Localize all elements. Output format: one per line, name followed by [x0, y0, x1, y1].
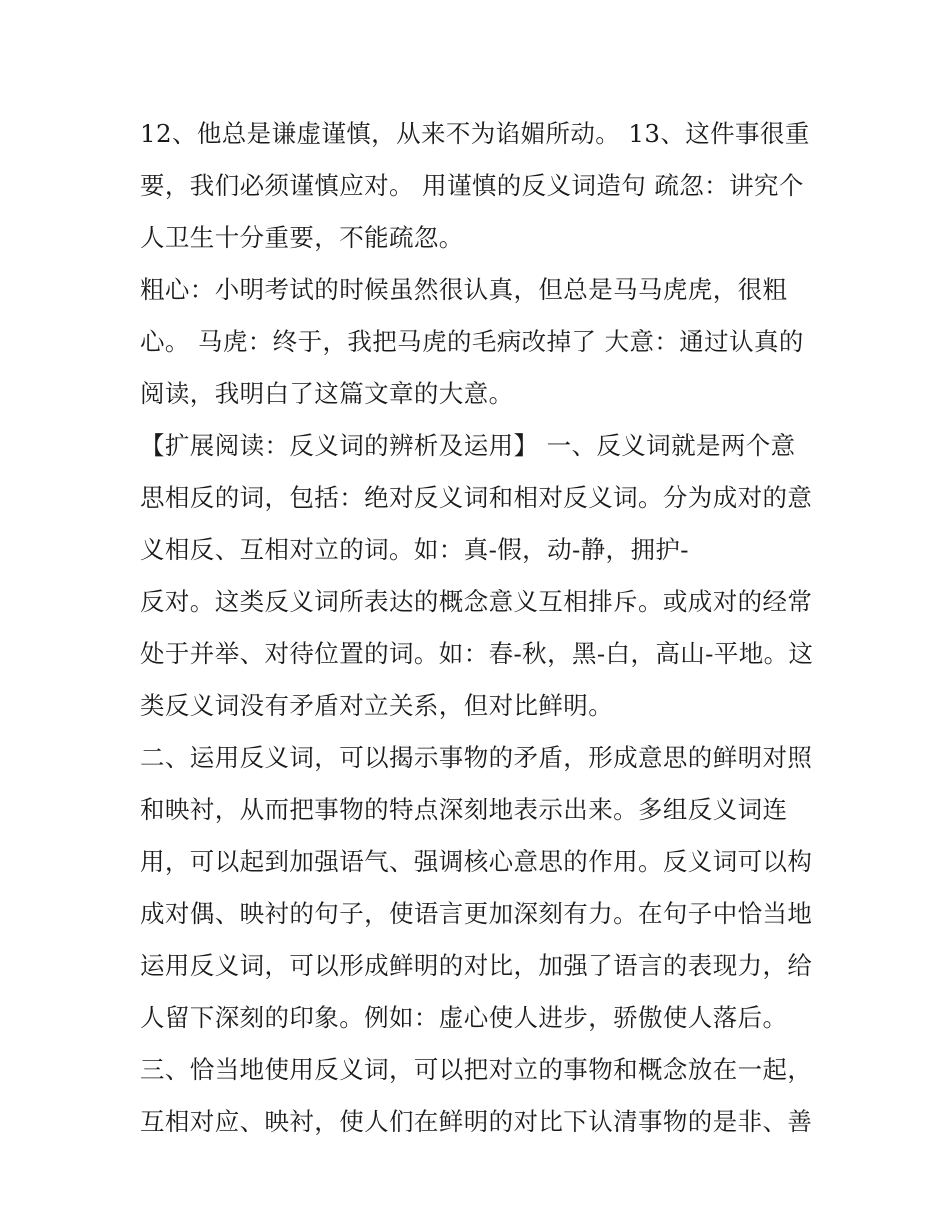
text-line: 义相反、互相对立的词。如：真-假，动-静，拥护- [140, 535, 689, 564]
text-line: 类反义词没有矛盾对立关系，但对比鲜明。 [140, 691, 614, 720]
text-line: 二、运用反义词，可以揭示事物的矛盾，形成意思的鲜明对照 [140, 743, 813, 772]
text-line: 三、恰当地使用反义词，可以把对立的事物和概念放在一起， [140, 1055, 813, 1084]
text-line: 和映衬，从而把事物的特点深刻地表示出来。多组反义词连 [140, 795, 788, 824]
text-line: 阅读，我明白了这篇文章的大意。 [140, 379, 514, 408]
text-line: 12、他总是谦虚谨慎，从来不为谄媚所动。 13、这件事很重 [140, 119, 810, 148]
text-line: 人卫生十分重要，不能疏忽。 [140, 223, 464, 252]
text-line: 要，我们必须谨慎应对。 用谨慎的反义词造句 疏忽：讲究个 [140, 171, 804, 200]
text-line: 成对偶、映衬的句子，使语言更加深刻有力。在句子中恰当地 [140, 899, 813, 928]
text-line: 运用反义词，可以形成鲜明的对比，加强了语言的表现力，给 [140, 951, 813, 980]
text-line: 处于并举、对待位置的词。如：春-秋，黑-白，高山-平地。这 [140, 639, 814, 668]
paragraph-extended-reading [140, 420, 815, 732]
paragraph-section-three [140, 1044, 815, 1148]
document-page [140, 108, 815, 1148]
text-line: 人留下深刻的印象。例如：虚心使人进步，骄傲使人落后。 [140, 1003, 788, 1032]
text-line: 互相对应、映衬，使人们在鲜明的对比下认清事物的是非、善 [140, 1107, 813, 1136]
text-line: 粗心：小明考试的时候虽然很认真，但总是马马虎虎，很粗 [140, 275, 788, 304]
paragraph-section-two [140, 732, 815, 1044]
text-line: 心。 马虎：终于，我把马虎的毛病改掉了 大意：通过认真的 [140, 327, 804, 356]
text-line: 用，可以起到加强语气、强调核心意思的作用。反义词可以构 [140, 847, 813, 876]
paragraph-antonym-examples [140, 264, 815, 420]
text-line: 反对。这类反义词所表达的概念意义互相排斥。或成对的经常 [140, 587, 813, 616]
text-line: 思相反的词，包括：绝对反义词和相对反义词。分为成对的意 [140, 483, 813, 512]
paragraph-synonym-examples [140, 108, 815, 264]
text-line: 【扩展阅读：反义词的辨析及运用】 一、反义词就是两个意 [140, 431, 796, 460]
